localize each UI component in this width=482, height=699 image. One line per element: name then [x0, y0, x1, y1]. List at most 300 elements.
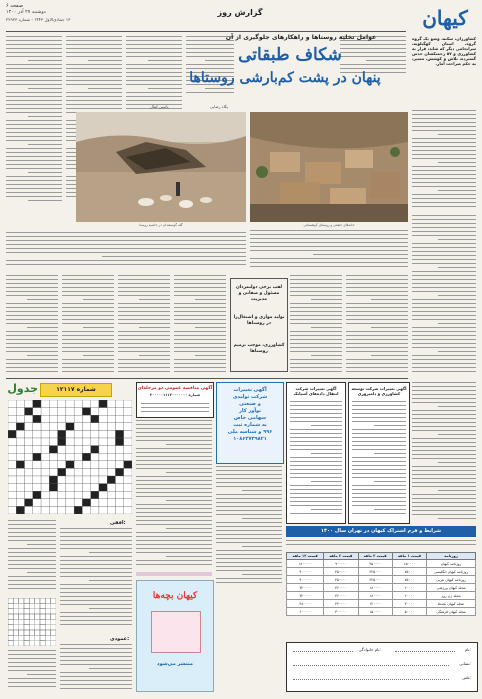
- crossword-cell: [91, 430, 99, 438]
- subscription-cell: ۹۰۰۰۰۰: [287, 568, 324, 576]
- crossword-cell: [82, 484, 90, 492]
- crossword-cell: [115, 506, 123, 514]
- sudoku-cell: [51, 598, 56, 603]
- crossword-cell: [16, 430, 24, 438]
- mid-callout-text1: لقب برخی دولتمردان مسئول و صفاتی و مدیریت: [235, 285, 283, 302]
- ad2-line6: به شماره ثبت: [233, 422, 267, 428]
- subscription-cell: ۷۲۰۰۰۰: [287, 584, 324, 592]
- crossword-cell: [99, 453, 107, 461]
- crossword-cell: [66, 438, 74, 446]
- form-family-label: نام خانوادگی:: [358, 647, 381, 652]
- crossword-cell: [124, 461, 132, 469]
- sudoku-cell: [24, 614, 29, 619]
- ad-agri: [348, 382, 410, 524]
- crossword-cell: [49, 415, 57, 423]
- crossword-cell: [49, 438, 57, 446]
- crossword-cell: [16, 476, 24, 484]
- crossword-cell: [107, 468, 115, 476]
- crossword-grid: [8, 400, 132, 514]
- crossword-vertical-clues: [60, 644, 132, 694]
- crossword-cell: [115, 400, 123, 408]
- crossword-number: شماره ۱۲۱۱۷: [56, 386, 96, 393]
- headline-secondary: پنهان در پشت کم‌بارشی روستاها: [189, 70, 381, 86]
- ad-asiatech: [286, 382, 346, 524]
- subscription-cell: ۲۲۵۰۰۰: [358, 576, 392, 584]
- crossword-cell: [25, 423, 33, 431]
- subscription-cell: ۱۵۰۰۰۰: [392, 560, 426, 568]
- crossword-vertical-label: عمودی:: [110, 636, 130, 642]
- crossword-cell: [8, 453, 16, 461]
- sudoku-cell: [19, 598, 24, 603]
- crossword-cell: [41, 468, 49, 476]
- crossword-cell: [8, 461, 16, 469]
- crossword-cell: [82, 461, 90, 469]
- subscription-row: [287, 584, 476, 592]
- form-phone-field[interactable]: [293, 679, 449, 680]
- sudoku-cell: [45, 630, 50, 635]
- sudoku-cell: [35, 635, 40, 640]
- subscription-cell: روزنامه کیهان: [427, 560, 476, 568]
- masthead: [0, 0, 482, 34]
- sudoku-cell: [40, 609, 45, 614]
- crossword-cell: [41, 453, 49, 461]
- sudoku-cell: [8, 625, 13, 630]
- crossword-cell: [33, 415, 41, 423]
- crossword-cell: [99, 468, 107, 476]
- crossword-cell: [99, 400, 107, 408]
- ad-kayhan-kids-title: کیهان بچه‌ها: [152, 591, 198, 601]
- crossword-cell: [33, 453, 41, 461]
- sudoku-cell: [19, 625, 24, 630]
- crossword-cell: [66, 446, 74, 454]
- crossword-cell: [49, 446, 57, 454]
- crossword-cell: [124, 499, 132, 507]
- masthead-divider: [6, 31, 406, 32]
- crossword-cell: [124, 415, 132, 423]
- crossword-cell: [99, 484, 107, 492]
- crossword-cell: [115, 468, 123, 476]
- crossword-cell: [115, 408, 123, 416]
- body-col-5: [290, 275, 342, 375]
- author-right: یاسین کمال: [150, 104, 169, 109]
- crossword-cell: [99, 415, 107, 423]
- crossword-cell: [49, 484, 57, 492]
- crossword-cell: [91, 446, 99, 454]
- sudoku-cell: [29, 614, 34, 619]
- sudoku-cell: [19, 641, 24, 646]
- crossword-cell: [41, 491, 49, 499]
- sudoku-cell: [45, 641, 50, 646]
- photo-left-sheep: [76, 112, 246, 222]
- crossword-cell: [8, 484, 16, 492]
- crossword-cell: [107, 415, 115, 423]
- sudoku-cell: [29, 641, 34, 646]
- mid-callout-text3: کشاورزی، موجب ترمیم روستاها: [233, 343, 285, 354]
- crossword-cell: [107, 446, 115, 454]
- subscription-row: [287, 568, 476, 576]
- crossword-cell: [82, 491, 90, 499]
- mid-callout-text2: تولید موازی و اشتغال‌زا در روستاها: [233, 315, 285, 326]
- crossword-cell: [74, 446, 82, 454]
- crossword-cell: [99, 506, 107, 514]
- crossword-cell: [8, 446, 16, 454]
- crossword-cell: [25, 453, 33, 461]
- sudoku-cell: [13, 641, 18, 646]
- sudoku-cell: [35, 641, 40, 646]
- ad-tender: [136, 382, 214, 418]
- sudoku-cell: [24, 598, 29, 603]
- ad-company-changes: [216, 382, 284, 464]
- crossword-cell: [8, 499, 16, 507]
- form-address-label: نشانی:: [459, 661, 471, 666]
- crossword-cell: [124, 476, 132, 484]
- subscription-header-cell: روزنامه: [427, 553, 476, 560]
- right-column-body: [412, 215, 476, 375]
- crossword-cell: [74, 484, 82, 492]
- subscription-cell: مجله زن روز: [427, 592, 476, 600]
- subscription-row: [287, 608, 476, 616]
- right-column-lower: [412, 382, 476, 522]
- body-col-4: [174, 275, 226, 375]
- sudoku-cell: [8, 635, 13, 640]
- sudoku-cell: [13, 614, 18, 619]
- photo-right-village: [250, 112, 408, 222]
- crossword-cell: [33, 461, 41, 469]
- crossword-cell: [58, 415, 66, 423]
- crossword-cell: [82, 468, 90, 476]
- sudoku-cell: [13, 619, 18, 624]
- crossword-cell: [74, 461, 82, 469]
- crossword-cell: [58, 491, 66, 499]
- crossword-cell: [8, 430, 16, 438]
- ad2-line8: ۱۰۸۶۲۷۳۹۸۲۱: [233, 436, 267, 442]
- sudoku-cell: [13, 598, 18, 603]
- sudoku-cell: [24, 630, 29, 635]
- crossword-cell: [16, 423, 24, 431]
- crossword-cell: [58, 476, 66, 484]
- crossword-cell: [58, 438, 66, 446]
- sudoku-cell: [29, 603, 34, 608]
- crossword-cell: [91, 438, 99, 446]
- sudoku-cell: [29, 598, 34, 603]
- crossword-cell: [82, 446, 90, 454]
- crossword-cell: [49, 506, 57, 514]
- crossword-cell: [25, 499, 33, 507]
- sudoku-cell: [8, 641, 13, 646]
- body-col-1: [6, 275, 58, 375]
- crossword-cell: [25, 415, 33, 423]
- subscription-cell: روزنامه کیهان عربی: [427, 576, 476, 584]
- ad-tender-body: [136, 420, 212, 570]
- crossword-cell: [25, 446, 33, 454]
- crossword-cell: [66, 400, 74, 408]
- crossword-cell: [49, 408, 57, 416]
- form-family-field[interactable]: [293, 651, 353, 652]
- sudoku-cell: [51, 609, 56, 614]
- subscription-cell: ۹۰۰۰۰۰: [287, 576, 324, 584]
- crossword-cell: [74, 491, 82, 499]
- crossword-cell: [115, 453, 123, 461]
- crossword-cell: [91, 491, 99, 499]
- crossword-cell: [82, 438, 90, 446]
- crossword-cell: [58, 446, 66, 454]
- crossword-cell: [115, 476, 123, 484]
- crossword-cell: [66, 499, 74, 507]
- sudoku-cell: [24, 641, 29, 646]
- sudoku-cell: [40, 614, 45, 619]
- crossword-cell: [107, 484, 115, 492]
- crossword-cell: [25, 438, 33, 446]
- crossword-cell: [8, 423, 16, 431]
- crossword-cell: [66, 415, 74, 423]
- crossword-cell: [115, 461, 123, 469]
- crossword-cell: [41, 400, 49, 408]
- crossword-cell: [99, 446, 107, 454]
- crossword-cell: [74, 430, 82, 438]
- page-number: صفحه ۶: [6, 3, 23, 9]
- crossword-cell: [25, 468, 33, 476]
- ad-tender-footer-bar: [136, 572, 212, 576]
- sudoku-cell: [8, 619, 13, 624]
- crossword-cell: [107, 461, 115, 469]
- sudoku-cell: [51, 635, 56, 640]
- crossword-cell: [16, 499, 24, 507]
- form-phone-label: تلفن:: [462, 675, 471, 680]
- subscription-row: [287, 576, 476, 584]
- crossword-cell: [99, 461, 107, 469]
- crossword-cell: [41, 446, 49, 454]
- crossword-cell: [91, 423, 99, 431]
- sudoku-cell: [8, 630, 13, 635]
- crossword-cell: [33, 400, 41, 408]
- crossword-cell: [91, 415, 99, 423]
- crossword-cell: [16, 400, 24, 408]
- subscription-cell: ۱۸۰۰۰۰: [358, 592, 392, 600]
- crossword-cell: [49, 423, 57, 431]
- subscription-table: [286, 552, 476, 638]
- subscription-cell: ۴۸۰۰۰۰: [287, 600, 324, 608]
- crossword-cell: [66, 476, 74, 484]
- ad-agri-title: آگهی تغییرات شرکت توسعه کشاورزی و دامپروری: [351, 386, 407, 396]
- crossword-cell: [49, 461, 57, 469]
- sudoku-cell: [40, 603, 45, 608]
- subscription-form: [286, 642, 478, 692]
- crossword-cell: [58, 408, 66, 416]
- crossword-cell: [25, 408, 33, 416]
- sudoku-cell: [24, 603, 29, 608]
- photo-right-caption: خانه‌های خشتی و روستای کوهستانی: [303, 223, 355, 227]
- sudoku-cell: [13, 630, 18, 635]
- sudoku-cell: [45, 609, 50, 614]
- bold-intro-left: [6, 232, 246, 270]
- headline-primary: شکاف طبقاتی: [238, 45, 342, 65]
- form-name-field[interactable]: [395, 651, 455, 652]
- subscription-cell: ۴۵۰۰۰۰: [324, 568, 358, 576]
- crossword-cell: [41, 506, 49, 514]
- sudoku-cell: [24, 619, 29, 624]
- crossword-cell: [124, 468, 132, 476]
- crossword-cell: [99, 423, 107, 431]
- crossword-cell: [115, 499, 123, 507]
- crossword-cell: [74, 415, 82, 423]
- sudoku-cell: [19, 630, 24, 635]
- sudoku-cell: [29, 619, 34, 624]
- subscription-cell: ۱۸۰۰۰۰۰: [287, 560, 324, 568]
- sudoku-cell: [40, 625, 45, 630]
- crossword-cell: [58, 423, 66, 431]
- crossword-cell: [33, 506, 41, 514]
- crossword-cell: [107, 453, 115, 461]
- sudoku-cell: [35, 614, 40, 619]
- ad2-line1: آگهی تغییرات: [233, 387, 267, 393]
- form-name-label: نام:: [464, 647, 471, 652]
- crossword-cell: [82, 476, 90, 484]
- crossword-cell: [99, 430, 107, 438]
- sudoku-grid: [8, 598, 56, 646]
- crossword-cell: [124, 453, 132, 461]
- sudoku-cell: [29, 635, 34, 640]
- kayhan-logo: کیهان: [422, 6, 468, 30]
- crossword-cell: [91, 461, 99, 469]
- sudoku-cell: [51, 641, 56, 646]
- crossword-cell: [41, 415, 49, 423]
- sudoku-cell: [24, 635, 29, 640]
- crossword-cell: [41, 499, 49, 507]
- crossword-cell: [58, 484, 66, 492]
- sudoku-cell: [19, 635, 24, 640]
- subscription-cell: ۳۶۰۰۰۰: [324, 592, 358, 600]
- crossword-cell: [33, 476, 41, 484]
- crossword-cell: [66, 423, 74, 431]
- crossword-cell: [115, 491, 123, 499]
- subscription-cell: ۱۲۰۰۰۰: [358, 600, 392, 608]
- crossword-cell: [66, 506, 74, 514]
- lead-column-body: [412, 110, 476, 210]
- crossword-cell: [124, 438, 132, 446]
- crossword-cell: [58, 499, 66, 507]
- form-address-field[interactable]: [293, 665, 449, 666]
- sudoku-cell: [35, 598, 40, 603]
- subscription-cell: ۶۰۰۰۰۰: [287, 608, 324, 616]
- crossword-cell: [115, 423, 123, 431]
- sudoku-cell: [35, 625, 40, 630]
- body-col-2: [62, 275, 114, 375]
- ad2-line2: شرکت تولیدی: [232, 394, 268, 400]
- sudoku-cell: [8, 609, 13, 614]
- mid-callout-box: [230, 278, 288, 372]
- crossword-cell: [82, 400, 90, 408]
- crossword-cell: [25, 400, 33, 408]
- sudoku-cell: [13, 609, 18, 614]
- sudoku-cell: [8, 598, 13, 603]
- ad-tender-sub: شماره ۲۰۰۰۰۰۱۱۱۳۰۰۰۰۰۰۰: [149, 393, 201, 397]
- crossword-cell: [66, 408, 74, 416]
- crossword-cell: [124, 408, 132, 416]
- subscription-header-cell: قیمت ۳ ماهه: [358, 553, 392, 560]
- crossword-number-banner: [40, 383, 112, 397]
- subscription-cell: ۴۵۰۰۰۰: [358, 560, 392, 568]
- crossword-cell: [91, 476, 99, 484]
- subscription-cell: ۴۰۰۰۰: [392, 600, 426, 608]
- sudoku-cell: [45, 614, 50, 619]
- crossword-cell: [16, 461, 24, 469]
- sudoku-cell: [40, 635, 45, 640]
- crossword-cell: [58, 430, 66, 438]
- subscription-row: [287, 560, 476, 568]
- crossword-cell: [74, 506, 82, 514]
- text-column-left-1: [6, 36, 62, 206]
- crossword-cell: [91, 408, 99, 416]
- crossword-cell: [8, 506, 16, 514]
- crossword-cell: [8, 438, 16, 446]
- crossword-cell: [41, 438, 49, 446]
- crossword-cell: [74, 423, 82, 431]
- author-left: پگاه رضایی: [210, 104, 228, 109]
- crossword-cell: [66, 484, 74, 492]
- ad2-line3: و صنعتی: [239, 401, 261, 407]
- crossword-cell: [8, 476, 16, 484]
- crossword-cell: [16, 438, 24, 446]
- subscription-cell: مجله کیهان ورزشی: [427, 584, 476, 592]
- subscription-header-cell: قیمت ۱۲ ماهه: [287, 553, 324, 560]
- crossword-cell: [107, 506, 115, 514]
- crossword-cell: [74, 476, 82, 484]
- crossword-cell: [49, 491, 57, 499]
- sudoku-cell: [35, 619, 40, 624]
- crossword-cell: [16, 453, 24, 461]
- subscription-cell: ۷۵۰۰۰: [392, 576, 426, 584]
- subscription-cell: ۶۰۰۰۰: [392, 592, 426, 600]
- crossword-cell: [66, 468, 74, 476]
- crossword-cell: [33, 468, 41, 476]
- subscription-notes: [286, 540, 476, 550]
- photo-left-caption: گله گوسفندان در حاشیه روستا: [139, 223, 183, 227]
- sudoku-notes: [8, 650, 56, 690]
- crossword-cell: [16, 491, 24, 499]
- sudoku-cell: [35, 630, 40, 635]
- sudoku-cell: [19, 609, 24, 614]
- subscription-cell: مجله کیهان بچه‌ها: [427, 600, 476, 608]
- crossword-cell: [8, 408, 16, 416]
- sudoku-cell: [29, 625, 34, 630]
- crossword-cell: [16, 415, 24, 423]
- crossword-cell: [91, 468, 99, 476]
- mid-divider: [6, 378, 408, 379]
- sudoku-cell: [40, 630, 45, 635]
- sudoku-cell: [51, 625, 56, 630]
- crossword-cell: [99, 408, 107, 416]
- sudoku-cell: [13, 635, 18, 640]
- crossword-cell: [25, 491, 33, 499]
- crossword-cell: [107, 400, 115, 408]
- subscription-cell: ۲۴۰۰۰۰: [324, 600, 358, 608]
- subscription-cell: مجله کیهان فرهنگی: [427, 608, 476, 616]
- sudoku-cell: [45, 625, 50, 630]
- crossword-cell: [16, 506, 24, 514]
- crossword-cell: [49, 453, 57, 461]
- crossword-cell: [99, 499, 107, 507]
- sudoku-cell: [51, 614, 56, 619]
- sudoku-cell: [45, 635, 50, 640]
- crossword-cell: [66, 491, 74, 499]
- sudoku-cell: [45, 619, 50, 624]
- crossword-cell: [107, 476, 115, 484]
- crossword-cell: [91, 400, 99, 408]
- subscription-title: شرایط و فرم اشتراک کیهان در تهران سال ۱۴۰۰: [320, 528, 442, 534]
- crossword-cell: [74, 408, 82, 416]
- crossword-cell: [25, 506, 33, 514]
- lead-column: کشاورزان، سکنه، وضع یک گروه گروه. استان کهگیلویه، سرانجامی دیگر که شاید، قرار به کشاورزی و ۵۷ زحمتکشان حدس گسترده، تلاش و کوشش، مسیر، به حکم صراحت آمار.: [412, 36, 476, 66]
